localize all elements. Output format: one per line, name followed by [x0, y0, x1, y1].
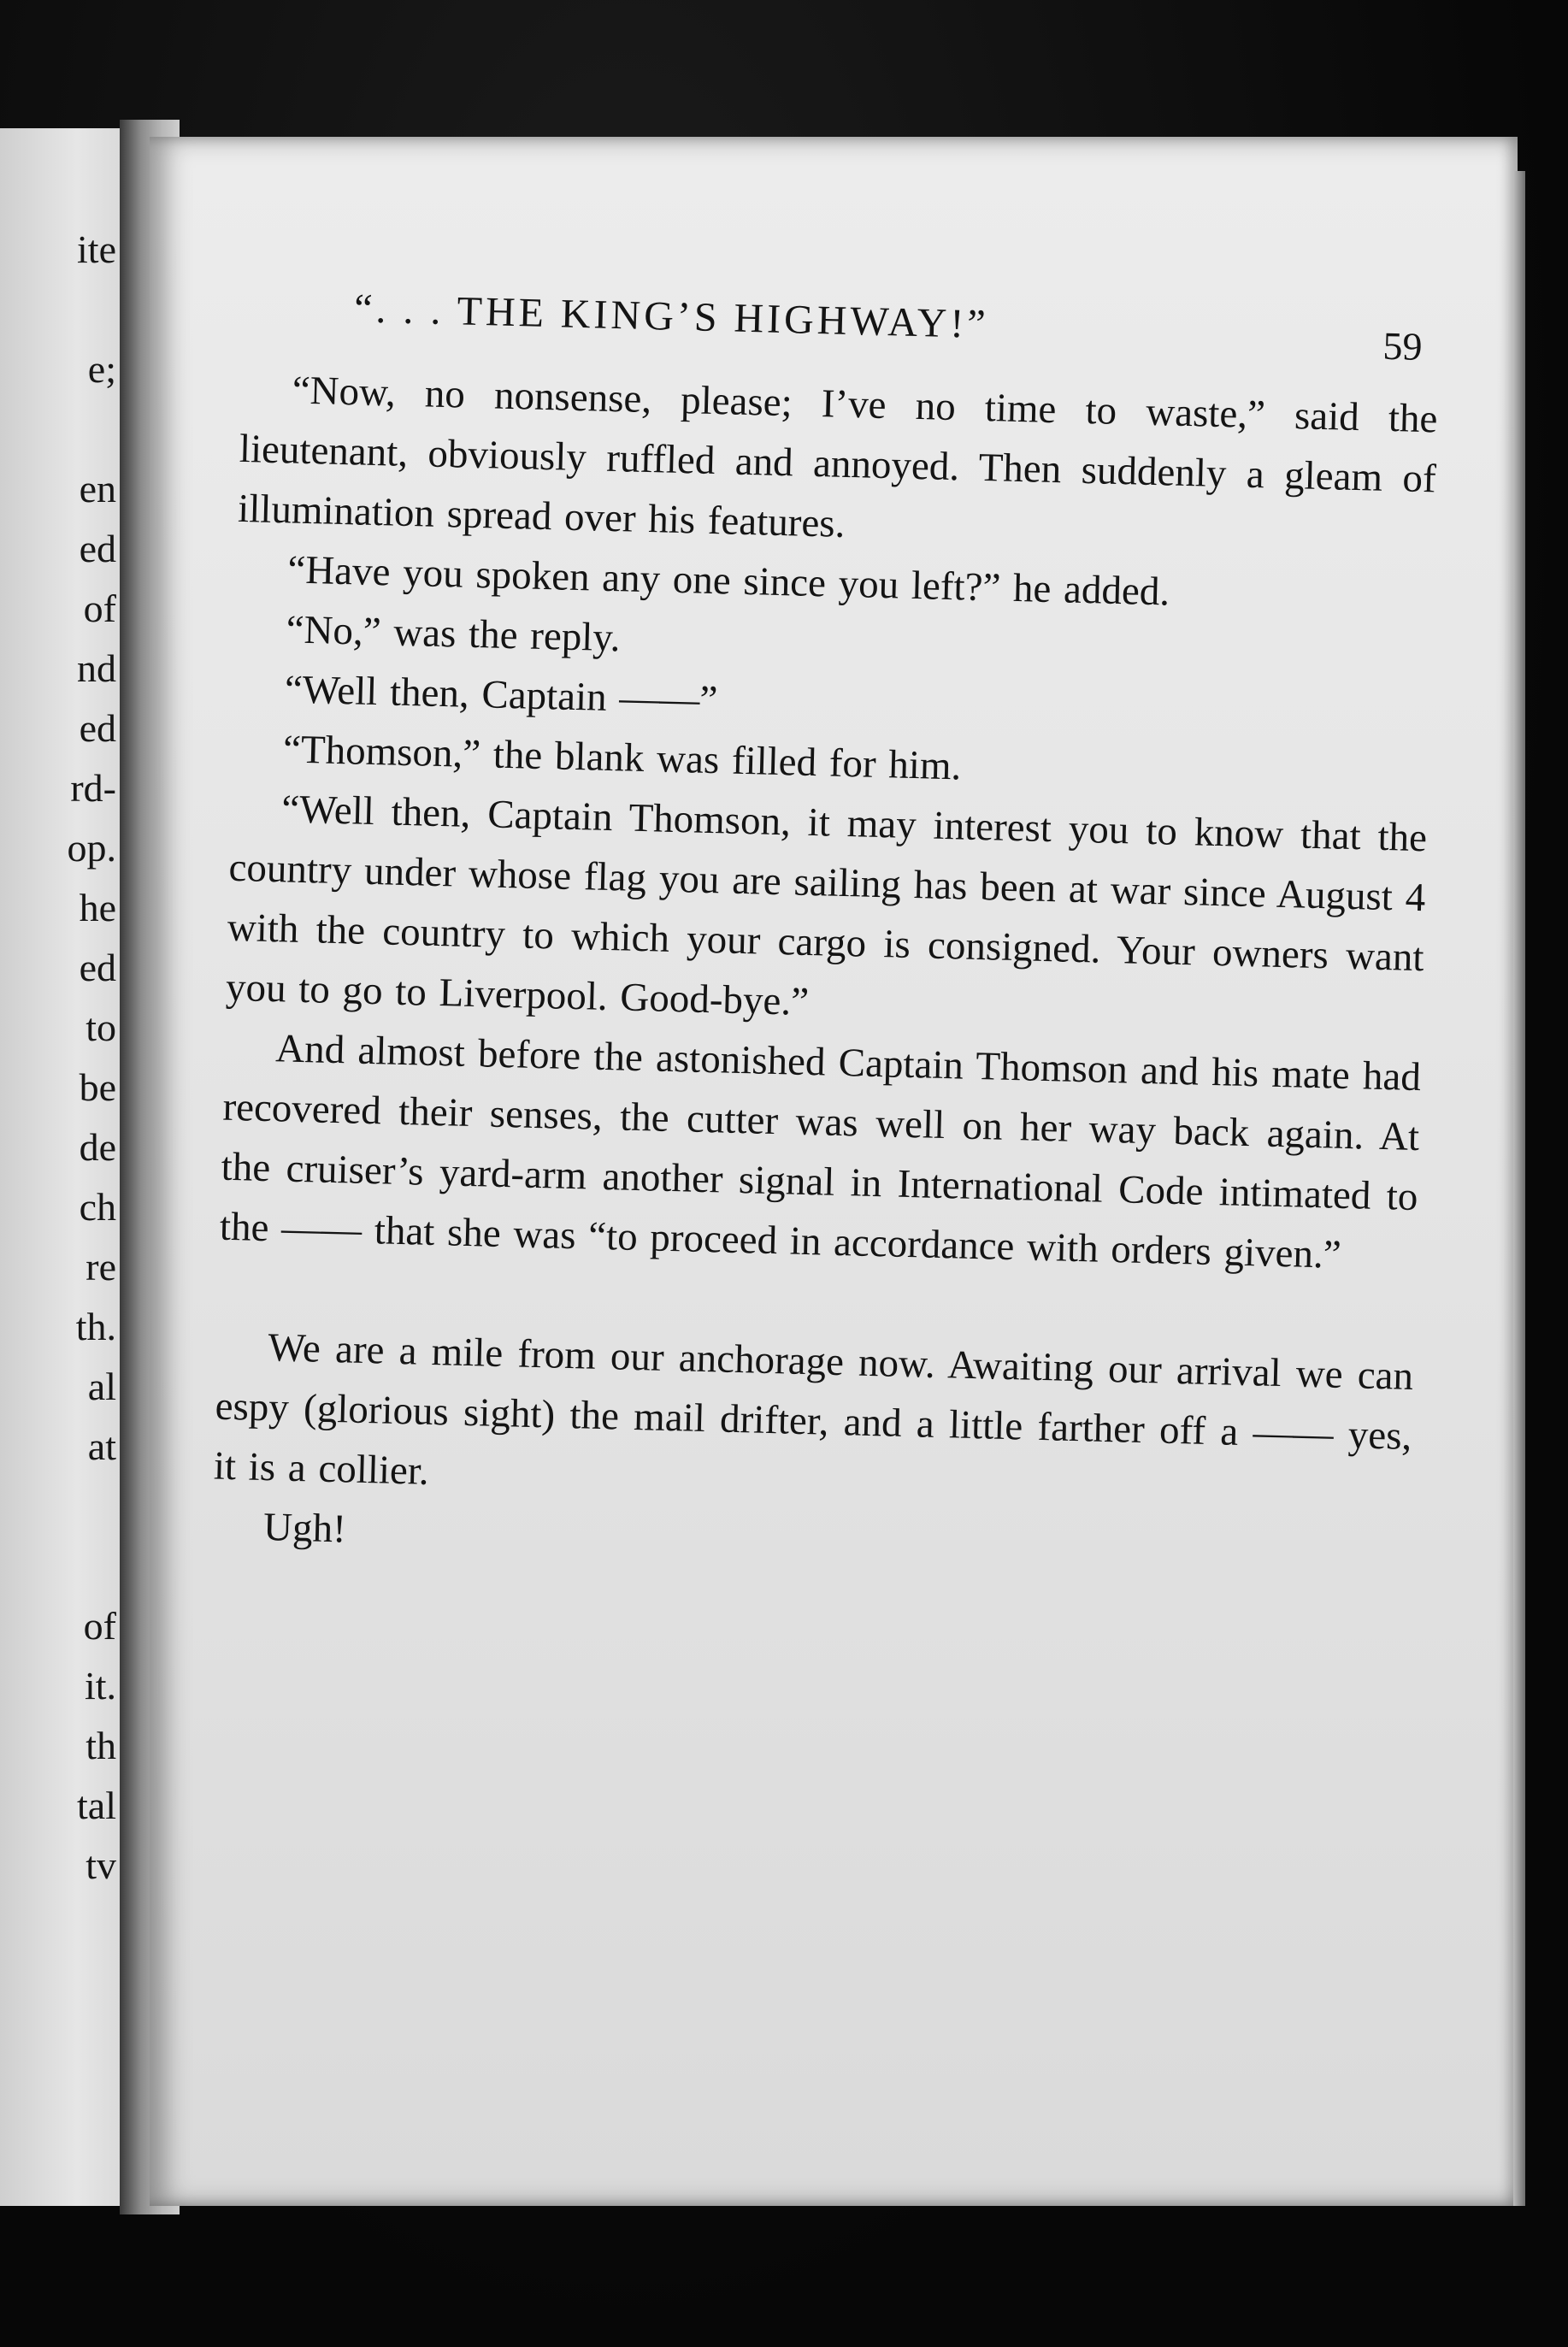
left-line: he	[79, 886, 116, 929]
paragraph: And almost before the astonished Captain Thomson and his mate had recovered their senses, the cutter was well on her way back again. At the cruiser’s yard-arm another signal in International Code intimated to the —— that she was “to proceed in accordance with orders given.”	[219, 1026, 1422, 1277]
book-page	[150, 137, 1518, 2206]
left-line: of	[83, 587, 116, 630]
closing-paragraph: We are a mile from our anchorage now. Awaiting our arrival we can espy (glorious sight) the mail drifter, and a little farther off a —— yes, it is a collier.	[213, 1325, 1414, 1494]
closing-exclamation: Ugh!	[262, 1505, 347, 1552]
left-line: th	[85, 1724, 116, 1767]
left-line: rd-	[70, 766, 116, 810]
left-line: ch	[79, 1185, 116, 1229]
previous-page-strip	[0, 128, 128, 2206]
left-line: re	[85, 1245, 116, 1288]
left-line: tv	[85, 1843, 116, 1887]
left-line: be	[79, 1065, 116, 1109]
left-line: ed	[79, 706, 116, 750]
page-edge	[1513, 171, 1525, 2206]
left-line: tal	[77, 1784, 116, 1827]
left-line: at	[87, 1424, 116, 1468]
running-head: “. . . THE KING’S HIGHWAY!”	[353, 286, 990, 348]
paragraph: “Well then, Captain ——”	[284, 667, 718, 723]
paragraph: “Now, no nonsense, please; I’ve no time to waste,” said the lieutenant, obviously ruffled and annoyed. Then suddenly a gleam of illumination spread over his features.	[237, 368, 1439, 546]
left-line: al	[87, 1365, 116, 1408]
page-text	[211, 282, 1440, 1586]
paragraph: “No,” was the reply.	[286, 607, 622, 661]
paragraph: “Well then, Captain Thomson, it may interest you to know that the country under whose flag you are sailing has been at war since August 4 with the country to which your cargo is consigned. Your owners want you to go to Liverpool. Good-bye.”	[225, 787, 1428, 1024]
left-line: e;	[87, 347, 116, 391]
left-line: of	[83, 1604, 116, 1648]
left-line: de	[79, 1125, 116, 1169]
paragraph: “Have you spoken any one since you left?” he added.	[286, 547, 1170, 615]
left-line: en	[79, 467, 116, 510]
paragraph: “Thomson,” the blank was filled for him.	[282, 727, 962, 789]
left-line: it.	[84, 1664, 116, 1707]
left-line: ed	[79, 946, 116, 989]
left-line: ed	[79, 527, 116, 570]
page-number: 59	[1382, 323, 1424, 369]
left-line: ite	[77, 227, 116, 271]
left-line: to	[85, 1005, 116, 1049]
left-line: th.	[75, 1305, 116, 1348]
left-line: op.	[67, 826, 116, 870]
left-line: nd	[77, 646, 116, 690]
